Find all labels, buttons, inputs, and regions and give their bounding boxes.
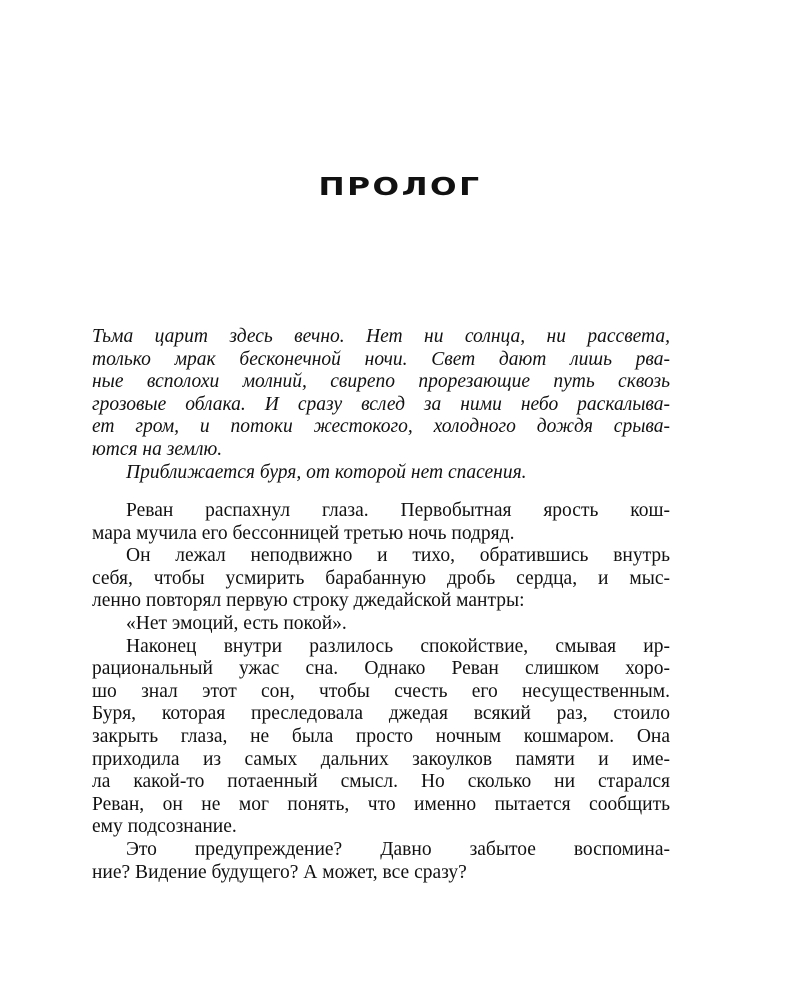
epigraph-line: Тьма царит здесь вечно. Нет ни солнца, ни рассвета, <box>92 326 670 347</box>
epigraph-line: Приближается буря, от которой нет спасения. <box>126 461 527 483</box>
text-line: шо знал этот сон, чтобы счесть его несущественным. <box>92 680 670 702</box>
text-line: приходила из самых дальних закоулков памяти и име- <box>92 748 670 770</box>
epigraph-line: ет гром, и потоки жестокого, холодного дождя срыва- <box>92 416 670 438</box>
text-line: ла какой-то потаенный смысл. Но сколько ни старался <box>92 771 670 793</box>
main-text <box>92 500 670 884</box>
text-line: Он лежал неподвижно и тихо, обратившись внутрь <box>126 545 670 567</box>
text-line: Это предупреждение? Давно забытое воспомина- <box>126 838 670 860</box>
epigraph-line: ются на землю. <box>92 438 223 460</box>
text-line: «Нет эмоций, есть покой». <box>126 612 347 634</box>
text-line: Реван, он не мог понять, что именно пытается сообщить <box>92 793 670 815</box>
text-line: Наконец внутри разлилось спокойствие, смывая ир- <box>126 635 670 657</box>
epigraph-line: только мрак бесконечной ночи. Свет дают лишь рва- <box>92 348 670 370</box>
epigraph-line: ные всполохи молний, свирепо прорезающие путь сквозь <box>92 371 670 393</box>
text-line: себя, чтобы усмирить барабанную дробь сердца, и мыс- <box>92 567 670 589</box>
chapter-title: ПРОЛОГ <box>318 172 482 201</box>
text-line: рациональный ужас сна. Однако Реван слишком хоро- <box>92 658 670 680</box>
text-line: Буря, которая преследовала джедая всякий раз, стоило <box>92 703 670 725</box>
epigraph <box>92 326 670 484</box>
text-line: Реван распахнул глаза. Первобытная ярость кош- <box>126 500 670 521</box>
text-line: ленно повторял первую строку джедайской мантры: <box>92 590 525 612</box>
text-line: мара мучила его бессонницей третью ночь подряд. <box>92 522 515 544</box>
text-line: ему подсознание. <box>92 816 237 838</box>
text-line: закрыть глаза, не была просто ночным кошмаром. Она <box>92 725 670 747</box>
epigraph-line: грозовые облака. И сразу вслед за ними небо раскалыва- <box>92 393 670 415</box>
text-line: ние? Видение будущего? А может, все сразу? <box>92 861 467 883</box>
